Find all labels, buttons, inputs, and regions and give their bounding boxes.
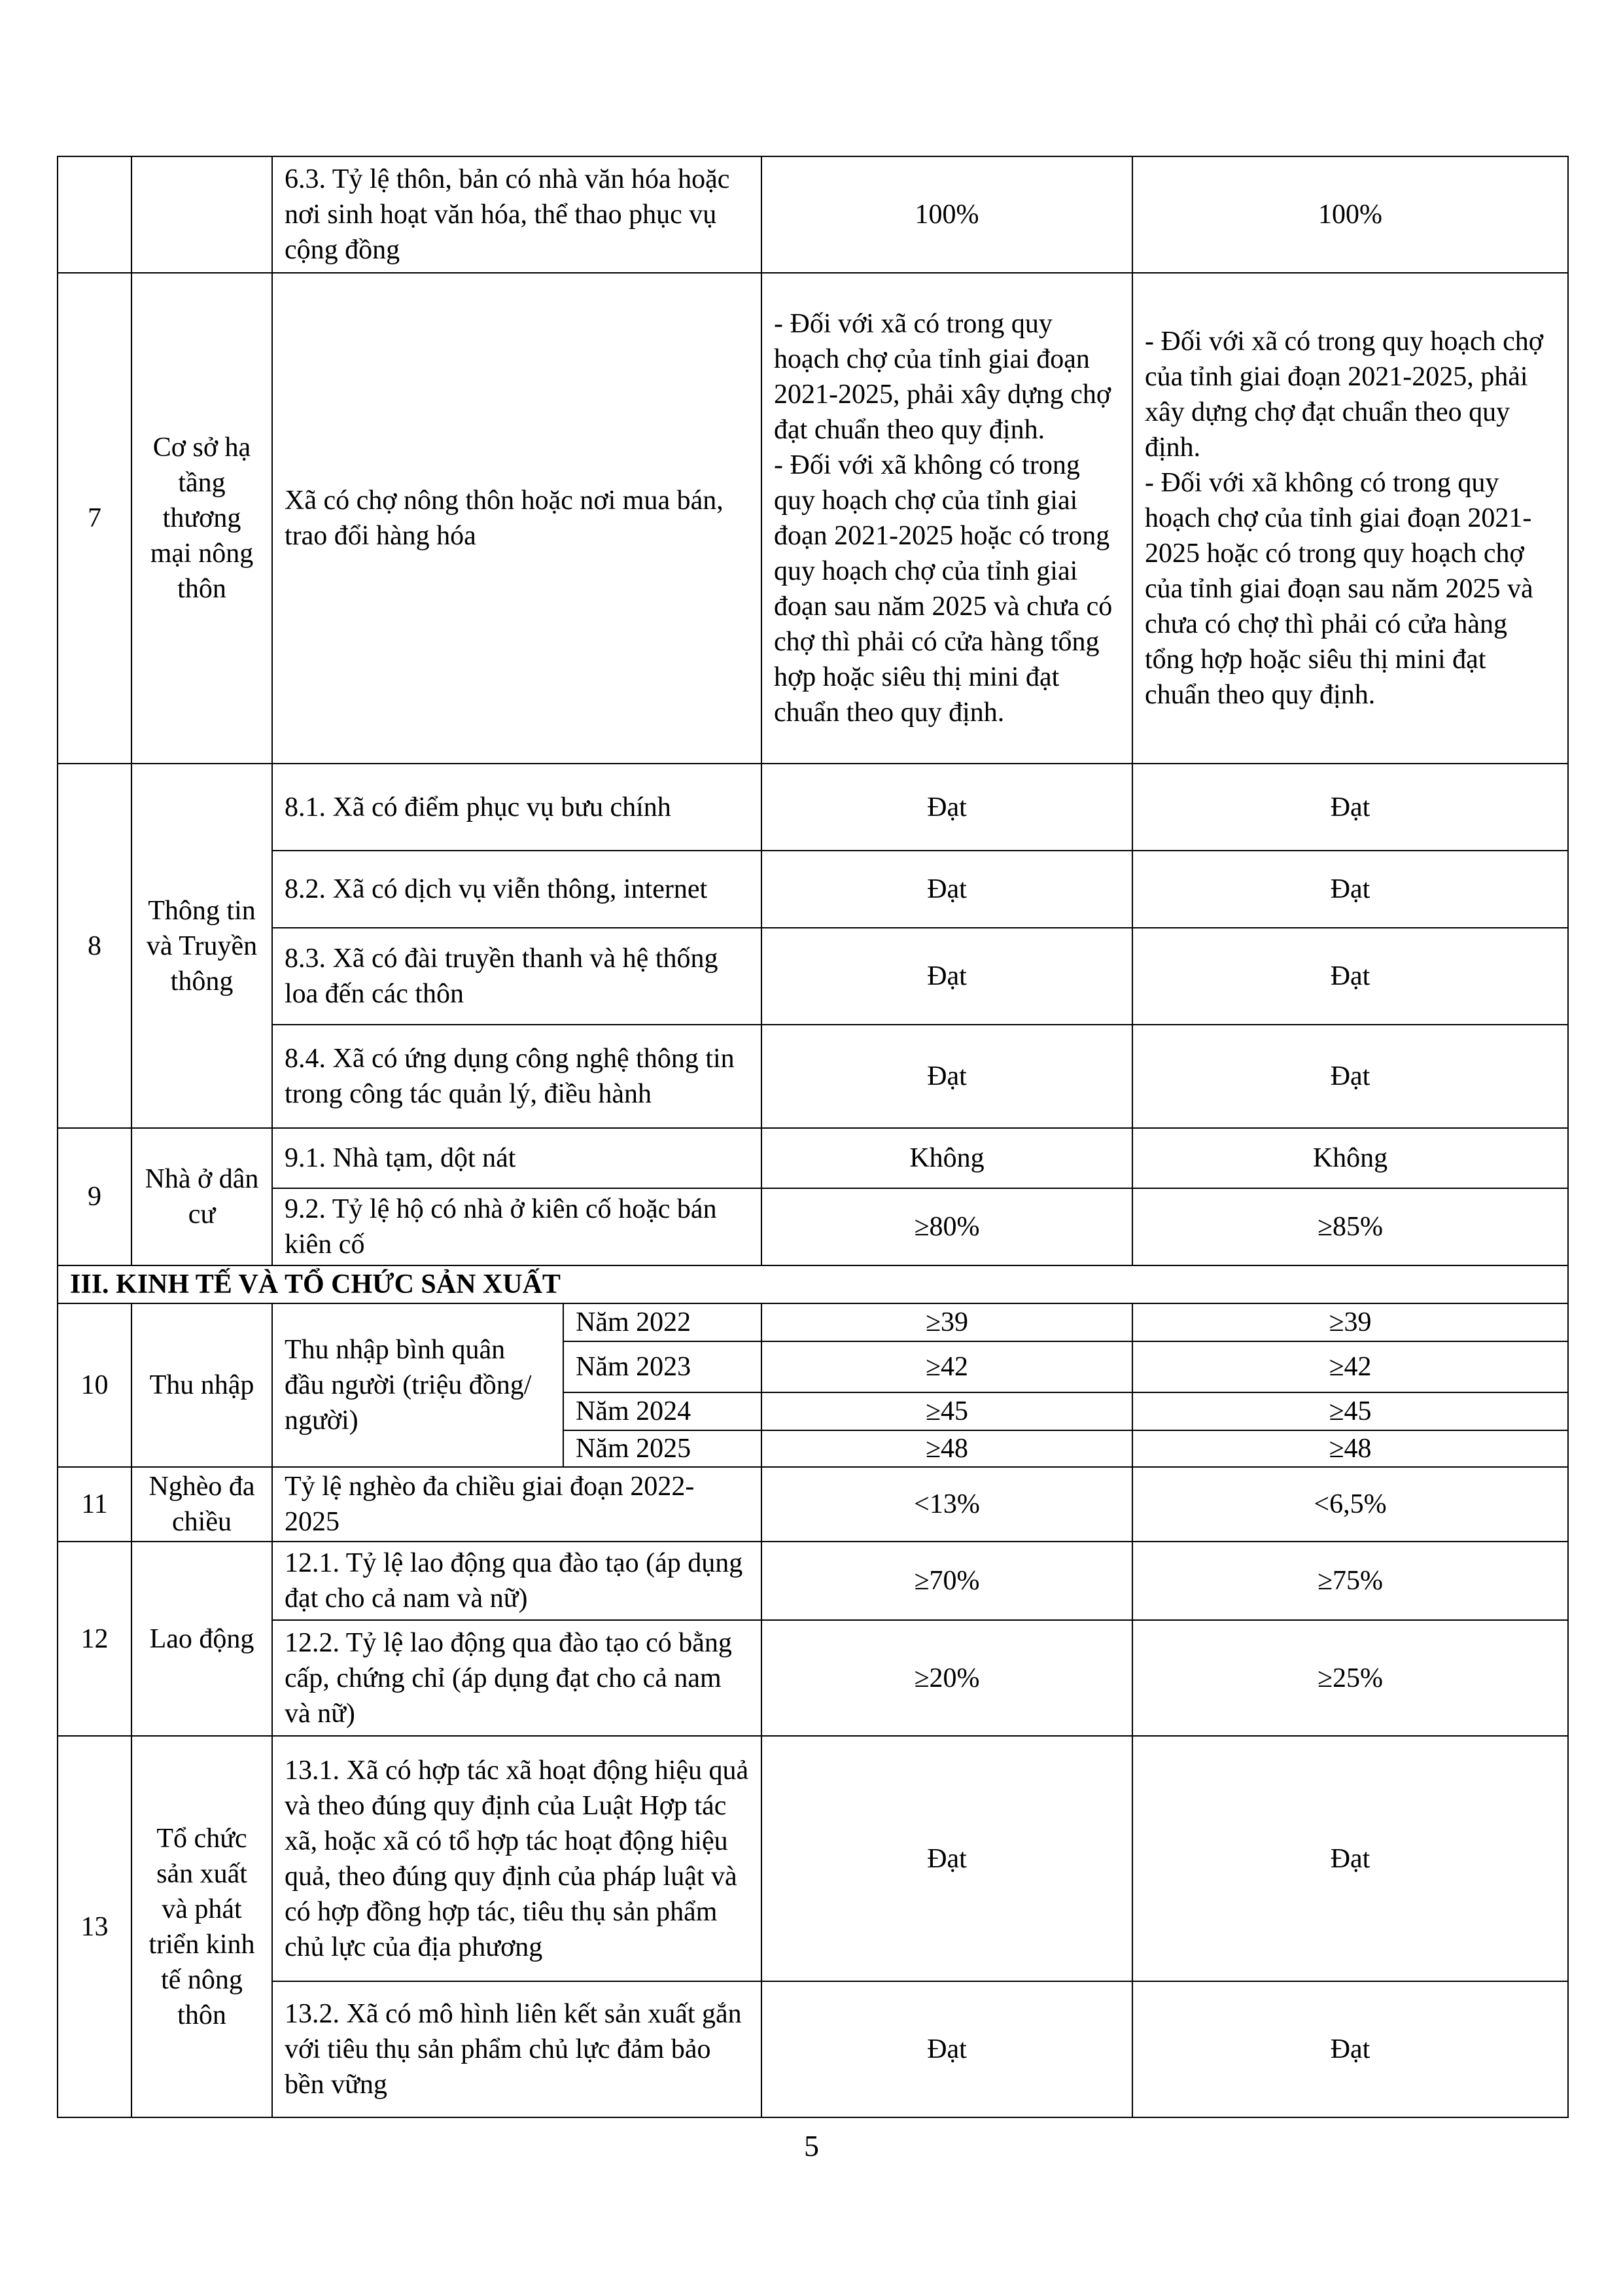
indicator-13-2: 13.2. Xã có mô hình liên kết sản xuất gắn với tiêu thụ sản phẩm chủ lực đảm bảo bền vững	[272, 1981, 761, 2117]
row-number: 9	[58, 1128, 131, 1265]
target-value-1: Đạt	[761, 764, 1132, 851]
indicator-8-3: 8.3. Xã có đài truyền thanh và hệ thống loa đến các thôn	[272, 928, 761, 1025]
indicator-8-2: 8.2. Xã có dịch vụ viễn thông, internet	[272, 851, 761, 928]
target-value-1: ≥42	[761, 1341, 1132, 1392]
table-row	[58, 764, 1568, 851]
target-value-1: ≥39	[761, 1303, 1132, 1341]
target-value-1: Không	[761, 1128, 1132, 1188]
target-value-1: Đạt	[761, 928, 1132, 1025]
table-row	[58, 851, 1568, 928]
table-row	[58, 273, 1568, 764]
target-value-2: ≥45	[1132, 1392, 1568, 1430]
target-value-2: Đạt	[1132, 764, 1568, 851]
table-row	[58, 1303, 1568, 1341]
criterion-name: Nhà ở dân cư	[131, 1128, 272, 1265]
target-value-2: Đạt	[1132, 928, 1568, 1025]
indicator-10: Thu nhập bình quân đầu người (triệu đồng/ người)	[272, 1303, 563, 1467]
target-value-1: ≥45	[761, 1392, 1132, 1430]
criterion-name: Lao động	[131, 1542, 272, 1736]
target-value-1: ≥80%	[761, 1188, 1132, 1265]
table-row	[58, 1542, 1568, 1620]
row-number: 12	[58, 1542, 131, 1736]
table-row	[58, 156, 1568, 273]
row-number: 10	[58, 1303, 131, 1467]
target-value-2: Đạt	[1132, 1981, 1568, 2117]
table-row	[58, 1736, 1568, 1981]
row-number: 7	[58, 273, 131, 764]
target-value-1: Đạt	[761, 1981, 1132, 2117]
indicator-6-3: 6.3. Tỷ lệ thôn, bản có nhà văn hóa hoặc nơi sinh hoạt văn hóa, thể thao phục vụ cộng đồng	[272, 156, 761, 273]
target-value-2: ≥85%	[1132, 1188, 1568, 1265]
target-value-2: 100%	[1132, 156, 1568, 273]
criterion-name: Thông tin và Truyền thông	[131, 764, 272, 1128]
target-value-2: Không	[1132, 1128, 1568, 1188]
indicator-11: Tỷ lệ nghèo đa chiều giai đoạn 2022-2025	[272, 1467, 761, 1542]
table-row	[58, 1467, 1568, 1542]
target-value-2: ≥42	[1132, 1341, 1568, 1392]
table-row	[58, 1025, 1568, 1128]
table-row	[58, 928, 1568, 1025]
target-value-1: ≥70%	[761, 1542, 1132, 1620]
target-value-2: ≥75%	[1132, 1542, 1568, 1620]
target-value-2: <6,5%	[1132, 1467, 1568, 1542]
row-number: 8	[58, 764, 131, 1128]
target-value-2: ≥25%	[1132, 1620, 1568, 1736]
page-number: 5	[804, 2129, 819, 2163]
indicator-9-2: 9.2. Tỷ lệ hộ có nhà ở kiên cố hoặc bán kiên cố	[272, 1188, 761, 1265]
criterion-name-cell	[131, 156, 272, 273]
target-value-2: ≥39	[1132, 1303, 1568, 1341]
target-value-1: - Đối với xã có trong quy hoạch chợ của tỉnh giai đoạn 2021-2025, phải xây dựng chợ đạt chuẩn theo quy định. - Đối với xã không có trong quy hoạch chợ của tỉnh giai đoạn 2021-2025 hoặc có trong quy hoạch chợ của tỉnh giai đoạn sau năm 2025 và chưa có chợ thì phải có cửa hàng tổng hợp hoặc siêu thị mini đạt chuẩn theo quy định.	[761, 273, 1132, 764]
target-value-2: Đạt	[1132, 1025, 1568, 1128]
year-label: Năm 2025	[563, 1430, 761, 1467]
target-value-2: Đạt	[1132, 1736, 1568, 1981]
criterion-name: Nghèo đa chiều	[131, 1467, 272, 1542]
target-value-1: Đạt	[761, 851, 1132, 928]
target-value-1: ≥20%	[761, 1620, 1132, 1736]
table-row	[58, 1128, 1568, 1188]
section-heading: III. KINH TẾ VÀ TỔ CHỨC SẢN XUẤT	[58, 1265, 1568, 1303]
year-label: Năm 2022	[563, 1303, 761, 1341]
target-value-1: ≥48	[761, 1430, 1132, 1467]
target-value-2: Đạt	[1132, 851, 1568, 928]
indicator-12-1: 12.1. Tỷ lệ lao động qua đào tạo (áp dụng đạt cho cả nam và nữ)	[272, 1542, 761, 1620]
target-value-1: Đạt	[761, 1736, 1132, 1981]
row-number: 13	[58, 1736, 131, 2117]
indicator-12-2: 12.2. Tỷ lệ lao động qua đào tạo có bằng cấp, chứng chỉ (áp dụng đạt cho cả nam và nữ)	[272, 1620, 761, 1736]
year-label: Năm 2024	[563, 1392, 761, 1430]
table-row	[58, 1265, 1568, 1303]
criterion-name: Cơ sở hạ tầng thương mại nông thôn	[131, 273, 272, 764]
indicator-7: Xã có chợ nông thôn hoặc nơi mua bán, trao đổi hàng hóa	[272, 273, 761, 764]
target-value-2: ≥48	[1132, 1430, 1568, 1467]
indicator-8-4: 8.4. Xã có ứng dụng công nghệ thông tin trong công tác quản lý, điều hành	[272, 1025, 761, 1128]
row-number: 11	[58, 1467, 131, 1542]
criterion-name: Thu nhập	[131, 1303, 272, 1467]
indicator-9-1: 9.1. Nhà tạm, dột nát	[272, 1128, 761, 1188]
table-row	[58, 1188, 1568, 1265]
target-value-2: - Đối với xã có trong quy hoạch chợ của tỉnh giai đoạn 2021-2025, phải xây dựng chợ đạt chuẩn theo quy định. - Đối với xã không có trong quy hoạch chợ của tỉnh giai đoạn 2021-2025 hoặc có trong quy hoạch chợ của tỉnh giai đoạn sau năm 2025 và chưa có chợ thì phải có cửa hàng tổng hợp hoặc siêu thị mini đạt chuẩn theo quy định.	[1132, 273, 1568, 764]
row-number-cell	[58, 156, 131, 273]
target-value-1: <13%	[761, 1467, 1132, 1542]
criteria-table	[57, 156, 1569, 2118]
indicator-8-1: 8.1. Xã có điểm phục vụ bưu chính	[272, 764, 761, 851]
criterion-name: Tổ chức sản xuất và phát triển kinh tế nông thôn	[131, 1736, 272, 2117]
indicator-13-1: 13.1. Xã có hợp tác xã hoạt động hiệu quả và theo đúng quy định của Luật Hợp tác xã, hoặc xã có tổ hợp tác hoạt động hiệu quả, theo đúng quy định của pháp luật và có hợp đồng hợp tác, tiêu thụ sản phẩm chủ lực của địa phương	[272, 1736, 761, 1981]
year-label: Năm 2023	[563, 1341, 761, 1392]
target-value-1: 100%	[761, 156, 1132, 273]
table-row	[58, 1620, 1568, 1736]
target-value-1: Đạt	[761, 1025, 1132, 1128]
table-row	[58, 1981, 1568, 2117]
